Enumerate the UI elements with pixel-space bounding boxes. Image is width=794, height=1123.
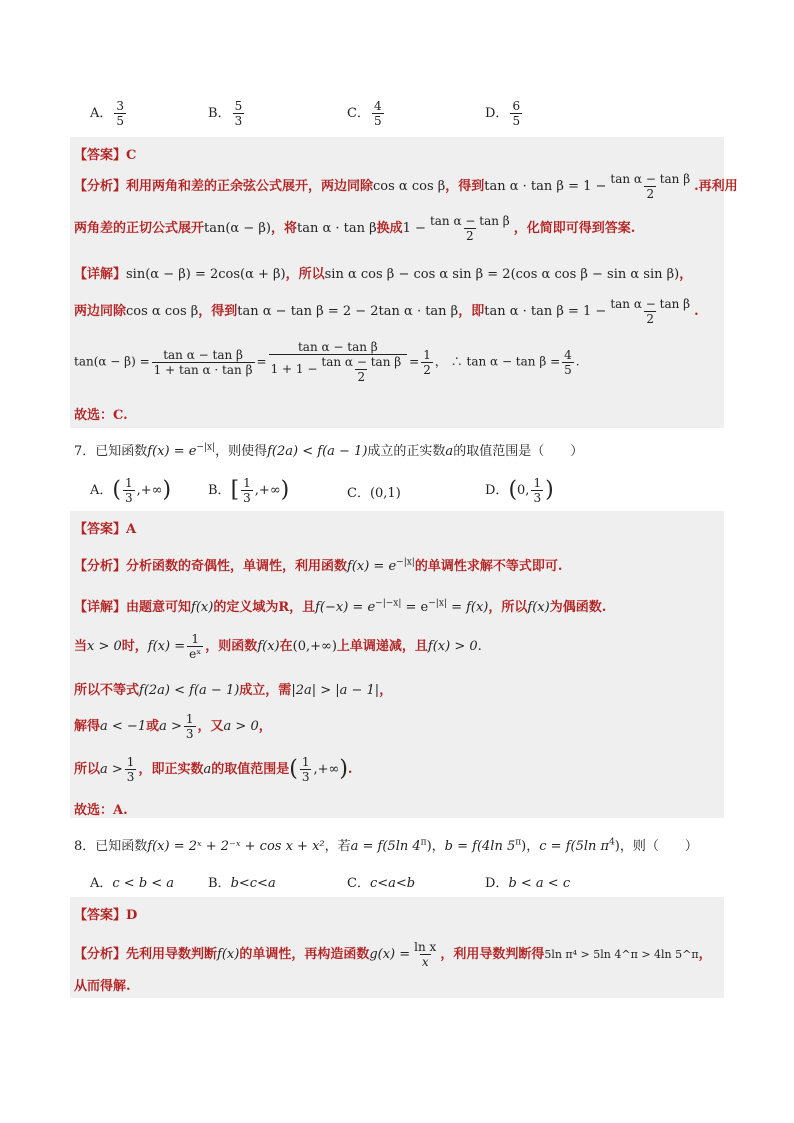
q8-option-a[interactable]: A．c < b < a xyxy=(90,876,175,891)
q6-detail-line1: 【详解】sin(α − β) = 2cos(α + β)，所以sin α cos β − cos α sin β = 2(cos α cos β − sin α sin β)， xyxy=(74,267,693,282)
q7-detail-line5: 所以a > $\frac{1}{3}$ ，即正实数a的取值范围是( $\frac{1}{3}$ ,+∞). xyxy=(74,755,353,784)
q7-detail-line2: 当x > 0时，f(x) = $\frac{1}{\text{eˣ}}$ ，则函数f(x)在(0,+∞)上单调递减，且f(x) > 0. xyxy=(74,632,482,661)
q8-analysis-line1: 【分析】先利用导数判断f(x)的单调性，再构造函数g(x) = $\frac{\text{ln x}}{x}$ ，利用导数判断得5ln π⁴ > 5ln 4^π > 4ln 5^π， xyxy=(74,940,712,969)
q6-option-c[interactable] xyxy=(347,99,386,128)
q6-option-a[interactable] xyxy=(90,99,128,128)
q7-detail-line1: 【详解】由题意可知f(x)的定义域为R，且$f(-x) = e^{-|-x|} = e^{-|x|} = f(x)$，所以f(x)为偶函数. xyxy=(74,598,607,615)
q6-detail-line3: tan(α − β) = $\frac{\text{tan α − tan β}}{\text{1 + tan α · tan β}}$ = tan α − tan β 1 + 1 − $\frac{\text{tan α − tan β}}{2}$ = $\frac{1}{2}$ ， ∴ tan α − tan β = $\frac{4}{5}$ . xyxy=(74,340,580,384)
q6-detail-line2: 两边同除cos α cos β，得到tan α − tan β = 2 − 2tan α · tan β，即tan α · tan β = 1 − $\frac{\text{tan α − tan β}}{2}$ . xyxy=(74,297,699,326)
q8-option-c[interactable]: C．c<a<b xyxy=(347,876,416,891)
q7-detail-line3: 所以不等式f(2a) < f(a − 1)成立，需|2a| > |a − 1|， xyxy=(74,683,393,698)
option-label: D． xyxy=(485,106,509,121)
q7-detail-line4: 解得a < −1或a > $\frac{1}{3}$ ，又a > 0， xyxy=(74,712,272,741)
fraction: $\frac{4}{5}$ xyxy=(373,99,382,128)
q7-analysis: 【分析】分析函数的奇偶性，单调性，利用函数$f(x) = e^{-|x|}$的单调性求解不等式即可. xyxy=(74,557,563,574)
fraction: $\frac{1}{3}$ xyxy=(533,476,542,505)
option-label: C． xyxy=(347,106,370,121)
q6-answer: 【答案】C xyxy=(74,148,137,163)
fraction: $\frac{\text{tan α − tan β}}{\text{1 + tan α · tan β}}$ xyxy=(153,347,253,377)
q7-option-c[interactable]: C．(0,1) xyxy=(347,486,401,501)
q8-answer: 【答案】D xyxy=(74,908,138,923)
q7-choose: 故选：A. xyxy=(74,803,128,818)
fraction: $\frac{\text{tan α − tan β}}{2}$ xyxy=(321,355,402,384)
fraction: $\frac{6}{5}$ xyxy=(512,99,521,128)
fraction: $\frac{5}{3}$ xyxy=(234,99,243,128)
q6-analysis-line2: 两角差的正切公式展开tan(α − β)，将tan α · tan β换成1 − $\frac{\text{tan α − tan β}}{2}$ ，化简即可得到答案. xyxy=(74,214,636,243)
fraction: $\frac{1}{2}$ xyxy=(423,347,431,377)
fraction: $\frac{1}{3}$ xyxy=(243,476,251,505)
q6-choose: 故选：C. xyxy=(74,408,128,423)
fraction: $\frac{1}{3}$ xyxy=(185,712,194,741)
q6-option-d[interactable] xyxy=(485,99,524,128)
q8-analysis-line2: 从而得解. xyxy=(74,979,131,994)
fraction: $\frac{3}{5}$ xyxy=(116,99,125,128)
fraction: $\frac{\text{ln x}}{x}$ xyxy=(414,940,437,969)
q7-option-d[interactable]: D．(0, $\frac{1}{3}$ ) xyxy=(485,476,554,505)
fraction: $\frac{1}{3}$ xyxy=(301,755,310,784)
q7-option-b[interactable]: B．[ $\frac{1}{3}$ ,+∞) xyxy=(208,476,290,505)
fraction: $\frac{\text{tan α − tan β}}{2}$ xyxy=(610,172,691,201)
fraction: $\frac{1}{3}$ xyxy=(126,755,135,784)
fraction: $\frac{\text{tan α − tan β}}{2}$ xyxy=(429,214,510,243)
q6-analysis-line1: 【分析】利用两角和差的正余弦公式展开，两边同除cos α cos β，得到tan α · tan β = 1 − $\frac{\text{tan α − tan β}}{2}$ .再利用 xyxy=(74,172,738,201)
q7-answer: 【答案】A xyxy=(74,522,137,537)
fraction: tan α − tan β 1 + 1 − $\frac{\text{tan α − tan β}}{2}$ xyxy=(269,340,408,384)
option-label: A． xyxy=(90,106,113,121)
fraction: $\frac{1}{\text{eˣ}}$ xyxy=(189,632,202,661)
fraction: $\frac{4}{5}$ xyxy=(564,347,572,377)
q8-option-b[interactable]: B．b<c<a xyxy=(208,876,276,891)
fraction: $\frac{1}{3}$ xyxy=(124,476,133,505)
q7-option-a[interactable]: A．( $\frac{1}{3}$ ,+∞) xyxy=(90,476,172,505)
q8-stem: 8．已知函数f(x) = 2ˣ + 2⁻ˣ + cos x + x²，若a = f(5ln $4^\pi$)，b = f(4ln $5^\pi$)，c = f(5ln $\pi^4$)，则（ ） xyxy=(74,837,698,854)
q7-stem: 7．已知函数$f(x) = e^{-|x|}$，则使得f(2a) < f(a − 1)成立的正实数a的取值范围是（ ） xyxy=(74,442,584,459)
option-label: B． xyxy=(208,106,231,121)
q8-option-d[interactable]: D．b < a < c xyxy=(485,876,571,891)
q6-option-b[interactable] xyxy=(208,99,246,128)
fraction: $\frac{\text{tan α − tan β}}{2}$ xyxy=(610,297,691,326)
